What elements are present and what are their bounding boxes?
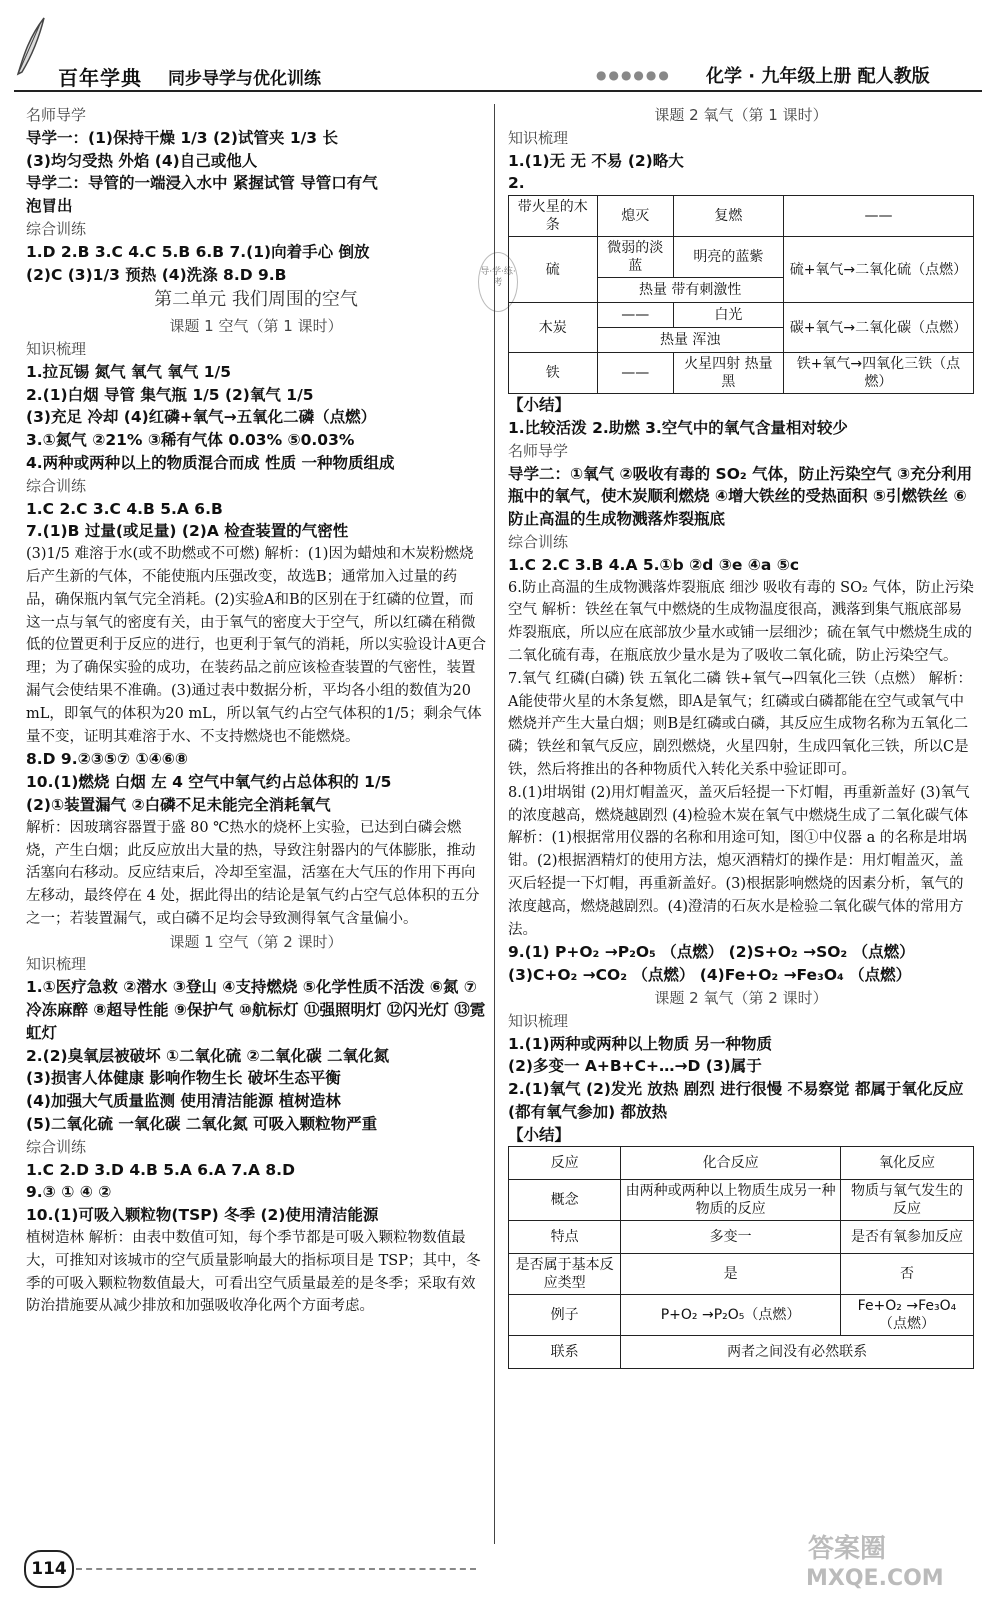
table-cell: 铁+氧气→四氧化三铁（点燃） (783, 353, 973, 394)
answer-line: 3.①氮气 ②21% ③稀有气体 0.03% ⑤0.03% (26, 431, 355, 450)
answer-line: 导学二：①氧气 ②吸收有毒的 SO₂ 气体，防止污染空气 ③充分利用瓶中的氧气，使木炭顺利燃烧 ④增大铁丝的受热面积 ⑤引燃铁丝 ⑥防止高温的生成物溅落炸裂瓶底 (508, 464, 973, 529)
table-cell: 反应 (509, 1147, 621, 1180)
answer-line: 4.两种或两种以上的物质混合而成 性质 一种物质组成 (26, 453, 395, 472)
answer-line: 8.D 9.②③⑤⑦ ①④⑥⑧ (26, 750, 188, 769)
answer-line: (4)加强大气质量监测 使用清洁能源 植树造林 (26, 1092, 341, 1111)
table-cell: —— (783, 196, 973, 237)
table-row (509, 1147, 974, 1180)
subject-title: 化学 · 九年级上册 配人教版 (706, 66, 930, 87)
answer-line: 1.C 2.C 3.C 4.B 5.A 6.B (26, 499, 223, 518)
table-row (509, 1295, 974, 1336)
answer-line: 2.(2)臭氧层被破坏 ①二氧化硫 ②二氧化碳 二氧化氮 (26, 1046, 390, 1065)
answer-line: 2. (508, 174, 525, 193)
table-row (509, 1180, 974, 1221)
table-cell: 联系 (509, 1336, 621, 1369)
section-heading: 知识梳理 (26, 339, 87, 358)
table-cell: 化合反应 (621, 1147, 841, 1180)
watermark-url: MXQE.COM (806, 1566, 944, 1591)
series-title: 同步导学与优化训练 (168, 69, 321, 89)
table-cell: 火星四射 热量 黑 (673, 353, 783, 394)
answer-line: 1.D 2.B 3.C 4.C 5.B 6.B 7.(1)向着手心 倒放 (26, 242, 370, 261)
reaction-summary-table (508, 1146, 974, 1369)
table-cell: 熄灭 (597, 196, 673, 237)
answer-line: 9.③ ① ④ ② (26, 1183, 112, 1202)
page-number: 114 (24, 1550, 74, 1588)
summary-tag: 【小结】 (508, 1125, 571, 1144)
answer-line: 1.(1)无 无 不易 (2)略大 (508, 151, 684, 170)
table-cell: 白光 (673, 303, 783, 328)
table-cell: 铁 (509, 353, 598, 394)
table-cell: 多变一 (621, 1221, 841, 1254)
table-cell: 硫+氧气→二氧化硫（点燃） (783, 237, 973, 303)
explanation-text: 解析：因玻璃容器置于盛 80 ℃热水的烧杯上实验，已达到白磷会燃烧，产生白烟；此反应放出大量的热，导致注射器内的气体膨胀，推动活塞向右移动。反应结束后，冷却至室温，活塞在大气压的作用下再向左移动，最终停在 4 处，据此得出的结论是氧气约占空气总体积的五分之一；若装置漏气，或白磷不足均会导致测得氧气含量偏小。 (26, 819, 480, 927)
footer-rule (76, 1568, 476, 1570)
explanation-text: 植树造林 解析：由表中数值可知，每个季节都是可吸入颗粒物数值最大，可推知对该城市的空气质量影响最大的指标项目是 TSP；其中，冬季的可吸入颗粒物数值最大，可看出空气质量最差的是冬季；采取有效防治措施要从减少排放和加强吸收净化两个方面考虑。 (26, 1230, 481, 1315)
table-row (509, 1221, 974, 1254)
table-cell: 两者之间没有必然联系 (621, 1336, 974, 1369)
table-cell: 硫 (509, 237, 598, 303)
page-footer (10, 1542, 480, 1592)
feather-logo-icon (14, 14, 48, 78)
answer-line: 1.(1)两种或两种以上物质 另一种物质 (508, 1034, 773, 1053)
answer-line: 1.拉瓦锡 氮气 氧气 氧气 1/5 (26, 362, 231, 381)
table-cell: —— (597, 303, 673, 328)
unit-title: 第二单元 我们周围的空气 (154, 289, 358, 311)
table-row (509, 237, 974, 278)
table-cell: 木炭 (509, 303, 598, 353)
table-row (509, 1254, 974, 1295)
table-row (509, 303, 974, 328)
lesson-title: 课题 2 氧气（第 1 课时） (654, 106, 828, 124)
table-row (509, 1336, 974, 1369)
answer-line: (3)损害人体健康 影响作物生长 破坏生态平衡 (26, 1069, 341, 1088)
section-heading: 名师导学 (26, 106, 87, 124)
right-column (508, 104, 974, 1369)
table-cell: 由两种或两种以上物质生成另一种物质的反应 (621, 1180, 841, 1221)
table-cell: 例子 (509, 1295, 621, 1336)
answer-line: 1.比较活泼 2.助燃 3.空气中的氧气含量相对较少 (508, 418, 848, 437)
table-cell: P+O₂ →P₂O₅（点燃） (621, 1295, 841, 1336)
table-cell: 特点 (509, 1221, 621, 1254)
table-cell: —— (597, 353, 673, 394)
section-heading: 知识梳理 (508, 128, 569, 147)
answer-line: 1.C 2.C 3.B 4.A 5.①b ②d ③e ④a ⑤c (508, 555, 800, 574)
table-cell: 微弱的淡蓝 (597, 237, 673, 278)
answer-line: 2.(1)氧气 (2)发光 放热 剧烈 进行很慢 不易察觉 都属于氧化反应(都有氧气参加) 都放热 (508, 1080, 964, 1121)
section-heading: 综合训练 (508, 532, 569, 551)
answer-line: (3)C+O₂ →CO₂ （点燃） (4)Fe+O₂ →Fe₃O₄ （点燃） (508, 966, 912, 985)
table-cell: 否 (840, 1254, 973, 1295)
explanation-text: 8.(1)坩埚钳 (2)用灯帽盖灭，盖灭后轻提一下灯帽，再重新盖好 (3)氧气的浓度越高，燃烧越剧烈 (4)检验木炭在氧气中燃烧生成了二氧化碳气体 解析：(1)根据常用仪器的名称和用途可知，图①中仪器 a 的名称是坩埚钳。(2)根据酒精灯的使用方法，熄灭酒精灯的操作是：用灯帽盖灭，盖灭后轻提一下灯帽，再重新盖好。(3)根据影响燃烧的因素分析，氧气的浓度越高，燃烧越剧烈。(4)澄清的石灰水是检验二氧化碳气体的常用方法。 (508, 784, 970, 938)
table-row (509, 353, 974, 394)
table-cell: 带火星的木条 (509, 196, 598, 237)
answer-line: 导学二：导管的一端浸入水中 紧握试管 导管口有气 (26, 174, 378, 193)
explanation-text: 6.防止高温的生成物溅落炸裂瓶底 细沙 吸收有毒的 SO₂ 气体，防止污染空气 解析：铁丝在氧气中燃烧的生成物温度很高，溅落到集气瓶底部易炸裂瓶底，所以应在底部放少量水或铺一层细沙；硫在氧气中燃烧生成的二氧化硫有毒，在瓶底放少量水是为了吸收二氧化硫，防止污染空气。 (508, 579, 974, 664)
table-cell: 热量 带有刺激性 (597, 278, 783, 303)
lesson-title: 课题 1 空气（第 1 课时） (169, 317, 343, 336)
answer-line: (5)二氧化硫 一氧化碳 二氧化氮 可吸入颗粒物严重 (26, 1115, 378, 1134)
table-cell: 复燃 (673, 196, 783, 237)
answer-line: 1.C 2.D 3.D 4.B 5.A 6.A 7.A 8.D (26, 1160, 295, 1179)
section-heading: 知识梳理 (508, 1011, 569, 1030)
header-rule (14, 90, 982, 92)
table-cell: 碳+氧气→二氧化碳（点燃） (783, 303, 973, 353)
answer-line: 10.(1)可吸入颗粒物(TSP) 冬季 (2)使用清洁能源 (26, 1206, 379, 1225)
section-heading: 综合训练 (26, 1137, 87, 1156)
header-dots: ●●●●●● (596, 68, 671, 82)
answer-line: 9.(1) P+O₂ →P₂O₅ （点燃） (2)S+O₂ →SO₂ （点燃） (508, 943, 915, 962)
explanation-text: (3)1/5 难溶于水(或不助燃或不可燃) 解析：(1)因为蜡烛和木炭粉燃烧后产生新的气体，不能使瓶内压强改变，故选B；通常加入过量的药品，确保瓶内氧气完全消耗。(2)实验A和B的区别在于红磷的位置，而这一点与氧气的密度有关，由于氧气的密度大于空气，所以红磷在稍微低的位置更利于反应的进行，也更利于氧气的消耗，所以实验设计A更合理；为了确保实验的成功，在装药品之前应该检查装置的气密性，装置漏气会使结果不准确。(3)通过表中数据分析，平均各小组的数值为20 mL，即氧气的体积为20 mL，所以氧气约占空气体积的1/5；剩余气体量不变，证明其难溶于水、不支持燃烧也不能燃烧。 (26, 546, 486, 745)
brand-title: 百年学典 (58, 66, 142, 90)
explanation-text: 7.氧气 红磷(白磷) 铁 五氧化二磷 铁+氧气→四氧化三铁（点燃） 解析：A能使带火星的木条复燃，即A是氧气；红磷或白磷都能在空气或氧气中燃烧并产生大量白烟；则B是红磷或白磷，其反应生成物名称为五氧化二磷；铁丝和氧气反应，剧烈燃烧，火星四射，生成四氧化三铁，所以C是铁，然后将推出的各种物质代入转化关系中验证即可。 (508, 670, 972, 778)
answer-line: 2.(1)白烟 导管 集气瓶 1/5 (2)氧气 1/5 (26, 385, 314, 404)
column-divider (494, 104, 495, 1544)
table-cell: 是 (621, 1254, 841, 1295)
table-cell: 热量 浑浊 (597, 328, 783, 353)
answer-line: (2)C (3)1/3 预热 (4)洗涤 8.D 9.B (26, 265, 287, 284)
left-column (26, 104, 486, 1318)
section-heading: 知识梳理 (26, 955, 87, 974)
answer-line: 1.①医疗急救 ②潜水 ③登山 ④支持燃烧 ⑤化学性质不活泼 ⑥氮 ⑦冷冻麻醉 ⑧超导性能 ⑨保护气 ⑩航标灯 ⑪强照明灯 ⑫闪光灯 ⑬霓虹灯 (26, 978, 486, 1042)
answer-line: (3)均匀受热 外焰 (4)自己或他人 (26, 151, 258, 170)
table-cell: 物质与氧气发生的反应 (840, 1180, 973, 1221)
table-cell: 概念 (509, 1180, 621, 1221)
page-header (0, 0, 996, 92)
table-cell: 是否有氧参加反应 (840, 1221, 973, 1254)
watermark-logo: 答案圈 (808, 1534, 887, 1564)
lesson-title: 课题 2 氧气（第 2 课时） (654, 988, 828, 1007)
section-heading: 综合训练 (26, 476, 87, 495)
answer-line: 泡冒出 (26, 197, 73, 216)
answer-line: 7.(1)B 过量(或足量) (2)A 检查装置的气密性 (26, 522, 349, 541)
stamp: 导·学·练·考 (478, 252, 518, 312)
answer-line: 10.(1)燃烧 白烟 左 4 空气中氧气约占总体积的 1/5 (26, 773, 392, 792)
answer-line: (2)①装置漏气 ②白磷不足未能完全消耗氧气 (26, 795, 331, 814)
summary-tag: 【小结】 (508, 396, 571, 415)
section-heading: 名师导学 (508, 441, 569, 460)
combustion-table (508, 195, 974, 394)
table-row (509, 196, 974, 237)
answer-line: (3)充足 冷却 (4)红磷+氧气→五氧化二磷（点燃） (26, 408, 377, 427)
lesson-title: 课题 1 空气（第 2 课时） (169, 932, 343, 951)
table-cell: Fe+O₂ →Fe₃O₄（点燃） (840, 1295, 973, 1336)
answer-line: 导学一：(1)保持干燥 1/3 (2)试管夹 1/3 长 (26, 128, 338, 147)
table-cell: 是否属于基本反应类型 (509, 1254, 621, 1295)
section-heading: 综合训练 (26, 219, 87, 238)
answer-line: (2)多变一 A+B+C+…→D (3)属于 (508, 1057, 762, 1076)
table-cell: 氧化反应 (840, 1147, 973, 1180)
table-cell: 明亮的蓝紫 (673, 237, 783, 278)
